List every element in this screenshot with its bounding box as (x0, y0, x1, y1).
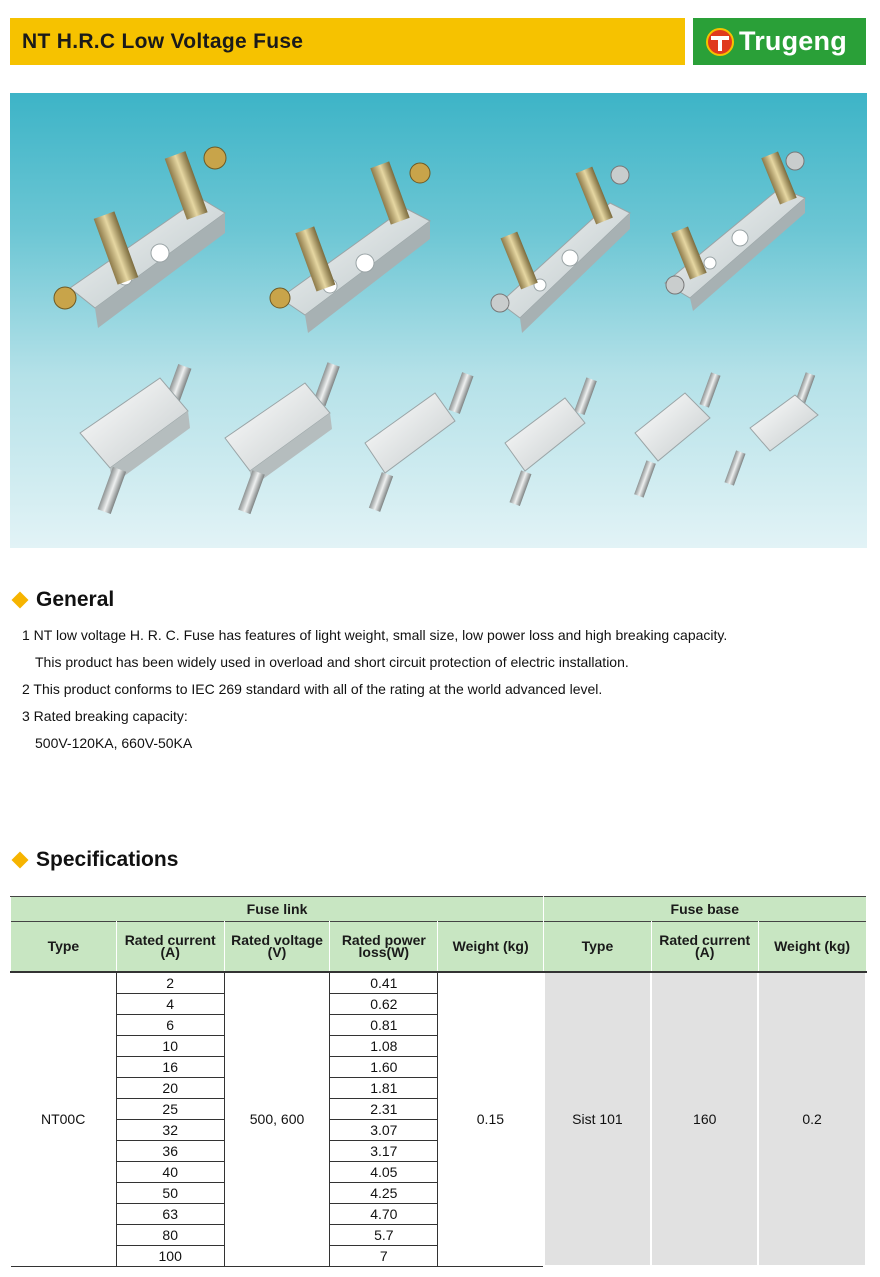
cell-power-loss: 0.41 (330, 972, 438, 994)
title-bar (10, 18, 685, 65)
group-header-fuse-link: Fuse link (11, 897, 544, 922)
cell-base-current: 160 (651, 972, 758, 1267)
general-line-3: 2 This product conforms to IEC 269 standard with all of the rating at the world advanced level. (22, 681, 603, 697)
general-text (22, 622, 862, 757)
cell-rated-current: 2 (116, 972, 224, 994)
cell-rated-current: 80 (116, 1224, 224, 1245)
cell-power-loss: 4.25 (330, 1182, 438, 1203)
cell-rated-current: 50 (116, 1182, 224, 1203)
cell-rated-current: 4 (116, 993, 224, 1014)
col-header-base-weight: Weight (kg) (758, 922, 866, 972)
col-header-rated-current: Rated current (A) (116, 922, 224, 972)
cell-weight: 0.15 (438, 972, 544, 1267)
cell-power-loss: 1.81 (330, 1077, 438, 1098)
group-header-fuse-base: Fuse base (544, 897, 866, 922)
cell-rated-current: 63 (116, 1203, 224, 1224)
trugeng-logo-icon (705, 27, 735, 57)
cell-power-loss: 4.05 (330, 1161, 438, 1182)
cell-power-loss: 0.81 (330, 1014, 438, 1035)
cell-base-type: Sist 101 (544, 972, 652, 1267)
general-heading-label: General (36, 588, 115, 611)
cell-power-loss: 2.31 (330, 1098, 438, 1119)
specifications-table-body (11, 972, 867, 1267)
fuse-base-2 (270, 161, 430, 333)
cell-link-type: NT00C (11, 972, 117, 1267)
general-line-2: This product has been widely used in overload and short circuit protection of electric installation. (35, 654, 629, 670)
col-header-rated-voltage: Rated voltage (V) (224, 922, 330, 972)
fuse-base-1 (54, 147, 226, 328)
specifications-table (10, 896, 867, 1267)
cell-power-loss: 7 (330, 1245, 438, 1266)
cell-power-loss: 1.08 (330, 1035, 438, 1056)
col-header-base-current: Rated current (A) (651, 922, 758, 972)
cell-rated-voltage: 500, 600 (224, 972, 330, 1267)
cell-power-loss: 4.70 (330, 1203, 438, 1224)
brand-name: Trugeng (739, 26, 847, 56)
cell-rated-current: 6 (116, 1014, 224, 1035)
cell-rated-current: 10 (116, 1035, 224, 1056)
fuse-product-illustration (10, 93, 867, 548)
cell-rated-current: 32 (116, 1119, 224, 1140)
cell-rated-current: 25 (116, 1098, 224, 1119)
cell-power-loss: 3.17 (330, 1140, 438, 1161)
general-line-4: 3 Rated breaking capacity: (22, 708, 188, 724)
cell-rated-current: 100 (116, 1245, 224, 1266)
cell-rated-current: 40 (116, 1161, 224, 1182)
fuse-base-4 (665, 151, 805, 311)
fuse-link-2 (225, 362, 340, 514)
cell-rated-current: 16 (116, 1056, 224, 1077)
col-header-type: Type (11, 922, 117, 972)
cell-rated-current: 20 (116, 1077, 224, 1098)
fuse-link-3 (365, 372, 473, 512)
fuse-base-3 (491, 166, 630, 333)
specifications-heading (10, 848, 178, 872)
table-row (11, 972, 867, 994)
product-photo (10, 93, 867, 548)
fuse-link-6 (724, 372, 818, 485)
col-header-power-loss: Rated power loss(W) (330, 922, 438, 972)
specifications-heading-label: Specifications (36, 848, 179, 871)
diamond-bullet-icon (12, 592, 29, 609)
fuse-link-5 (634, 372, 720, 497)
col-header-base-type: Type (544, 922, 652, 972)
fuse-link-1 (80, 364, 191, 514)
brand-logo (693, 18, 866, 65)
general-line-5: 500V-120KA, 660V-50KA (35, 735, 193, 751)
general-line-1: 1 NT low voltage H. R. C. Fuse has features of light weight, small size, low power loss and high breaking capacity. (22, 627, 728, 643)
fuse-link-4 (505, 377, 597, 506)
cell-rated-current: 36 (116, 1140, 224, 1161)
cell-base-weight: 0.2 (758, 972, 866, 1267)
cell-power-loss: 5.7 (330, 1224, 438, 1245)
cell-power-loss: 0.62 (330, 993, 438, 1014)
page-title: NT H.R.C Low Voltage Fuse (22, 29, 304, 53)
cell-power-loss: 1.60 (330, 1056, 438, 1077)
general-heading (10, 588, 114, 612)
diamond-bullet-icon (12, 852, 29, 869)
col-header-weight: Weight (kg) (438, 922, 544, 972)
cell-power-loss: 3.07 (330, 1119, 438, 1140)
